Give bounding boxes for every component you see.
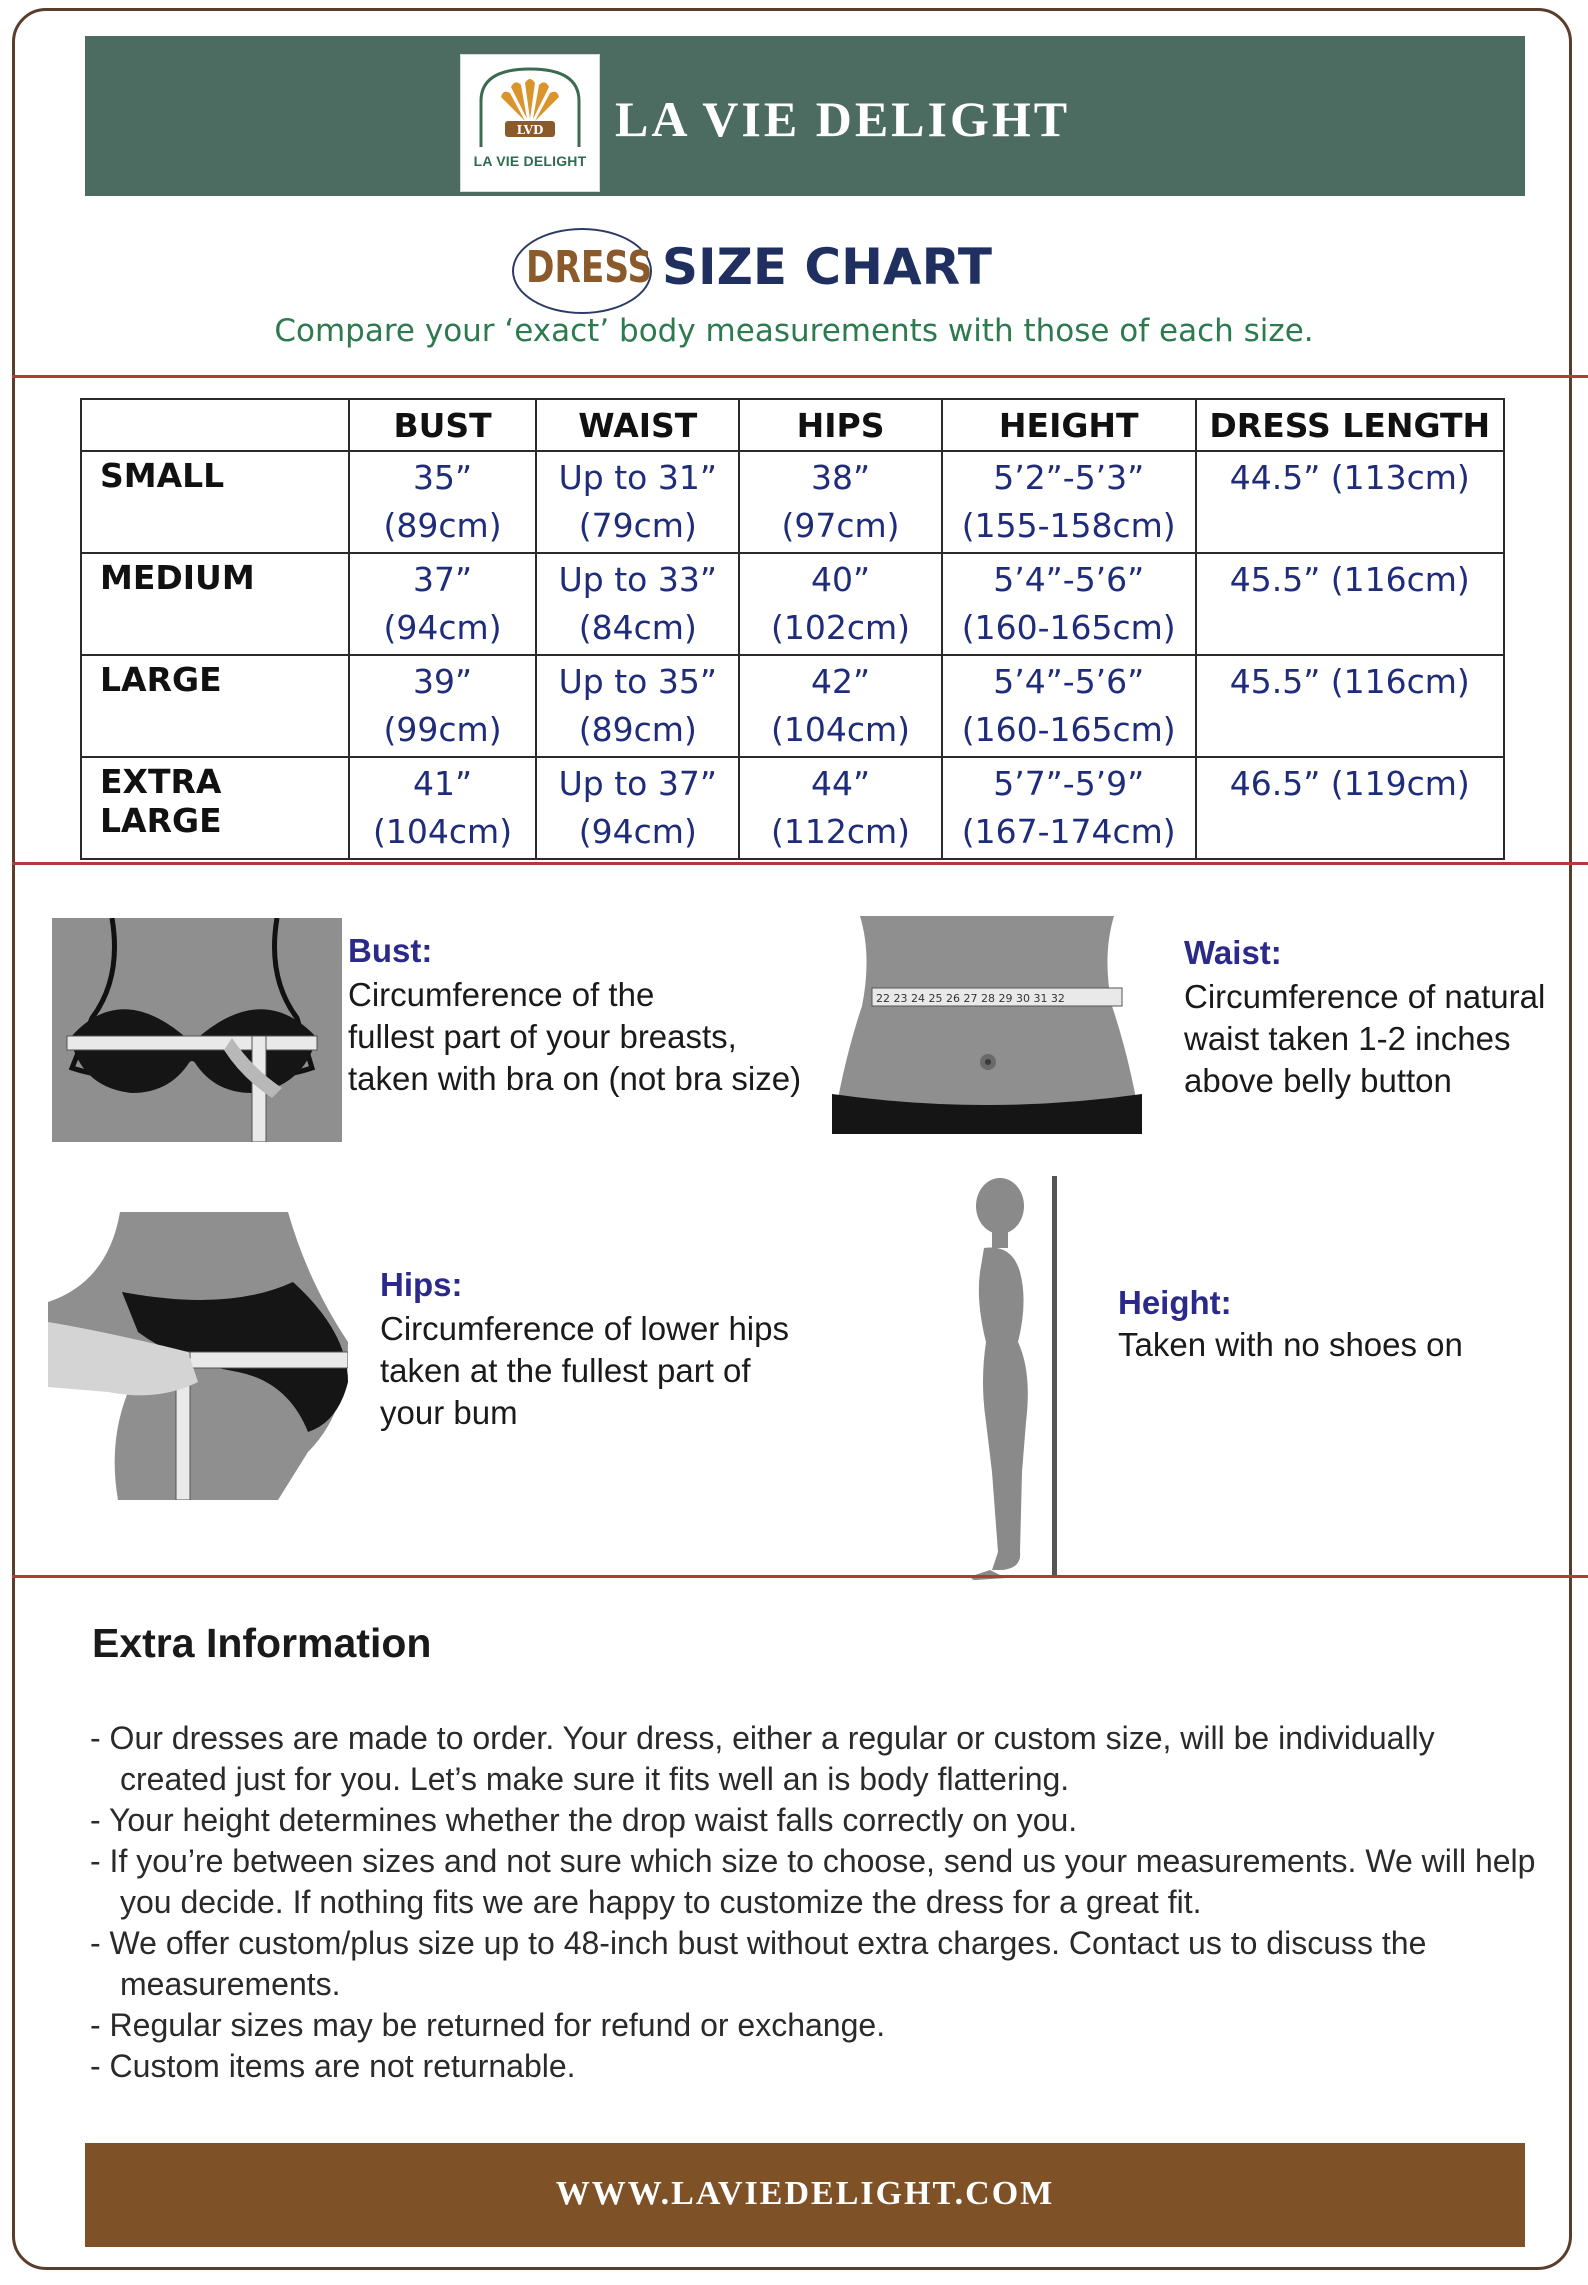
bust-title: Bust: [348,932,433,969]
table-header-row [81,399,1504,451]
list-item: - Custom items are not returnable. [90,2046,1550,2087]
divider [12,862,1588,865]
length-cell: 45.5” (116cm) [1196,655,1504,757]
bust-cell: 41” (104cm) [349,757,537,859]
column-header: HIPS [739,399,942,451]
height-illustration [962,1172,1062,1582]
column-header: BUST [349,399,537,451]
height-cell: 5’7”-5’9” (167-174cm) [942,757,1196,859]
size-label: LARGE [81,655,349,757]
dress-word: DRESS [526,242,653,293]
size-label: EXTRA LARGE [81,757,349,859]
page-title: SIZE CHART [662,238,993,296]
height-description: Taken with no shoes on [1118,1326,1463,1363]
hips-cell: 44” (112cm) [739,757,942,859]
divider [12,375,1588,378]
size-table [80,398,1505,860]
list-item: - Our dresses are made to order. Your dress, either a regular or custom size, will be individually created just for you. Let’s make sure it fits well an is body flattering. [90,1718,1550,1800]
extra-information-heading: Extra Information [92,1620,432,1666]
list-item: - Regular sizes may be returned for refund or exchange. [90,2005,1550,2046]
length-cell: 45.5” (116cm) [1196,553,1504,655]
hips-description: Circumference of lower hips taken at the fullest part of your bum [380,1310,789,1431]
waist-cell: Up to 37” (94cm) [536,757,739,859]
table-row [81,451,1504,553]
height-cell: 5’2”-5’3” (155-158cm) [942,451,1196,553]
hips-cell: 40” (102cm) [739,553,942,655]
height-title: Height: [1118,1284,1232,1321]
logo-text: LA VIE DELIGHT [473,153,587,169]
divider [12,1575,1588,1578]
table-row [81,655,1504,757]
logo [460,54,600,192]
waist-illustration [832,916,1142,1134]
waist-description: Circumference of natural waist taken 1-2 inches above belly button [1184,978,1546,1099]
height-cell: 5’4”-5’6” (160-165cm) [942,553,1196,655]
table-row [81,757,1504,859]
column-header: DRESS LENGTH [1196,399,1504,451]
table-row [81,553,1504,655]
footer-band [85,2143,1525,2247]
bust-description: Circumference of the fullest part of your breasts, taken with bra on (not bra size) [348,976,802,1097]
list-item: - We offer custom/plus size up to 48-inch bust without extra charges. Contact us to discuss the measurements. [90,1923,1550,2005]
hips-title: Hips: [380,1266,463,1303]
waist-cell: Up to 33” (84cm) [536,553,739,655]
waist-title: Waist: [1184,934,1282,971]
bust-cell: 39” (99cm) [349,655,537,757]
list-item: - Your height determines whether the drop waist falls correctly on you. [90,1800,1550,1841]
list-item: - If you’re between sizes and not sure which size to choose, send us your measurements. We will help you decide. If nothing fits we are happy to customize the dress for a great fit. [90,1841,1550,1923]
column-header [81,399,349,451]
hips-illustration [48,1212,348,1500]
svg-text:22 23 24 25 26 27 28 29 30 31: 22 23 24 25 26 27 28 29 30 31 32 [876,992,1065,1005]
bust-cell: 35” (89cm) [349,451,537,553]
website-link[interactable]: WWW.LAVIEDELIGHT.COM [555,2175,1055,2212]
length-cell: 46.5” (119cm) [1196,757,1504,859]
hips-cell: 38” (97cm) [739,451,942,553]
size-label: SMALL [81,451,349,553]
extra-information-list [90,1718,1550,2087]
logo-emblem-icon [475,61,585,153]
bust-cell: 37” (94cm) [349,553,537,655]
column-header: HEIGHT [942,399,1196,451]
waist-cell: Up to 35” (89cm) [536,655,739,757]
waist-cell: Up to 31” (79cm) [536,451,739,553]
svg-text:LVD: LVD [516,123,544,137]
bust-illustration [52,918,342,1142]
hips-cell: 42” (104cm) [739,655,942,757]
size-label: MEDIUM [81,553,349,655]
column-header: WAIST [536,399,739,451]
brand-name: LA VIE DELIGHT [615,91,1071,147]
subtitle: Compare your ‘exact’ body measurements with those of each size. [274,313,1314,349]
length-cell: 44.5” (113cm) [1196,451,1504,553]
height-cell: 5’4”-5’6” (160-165cm) [942,655,1196,757]
